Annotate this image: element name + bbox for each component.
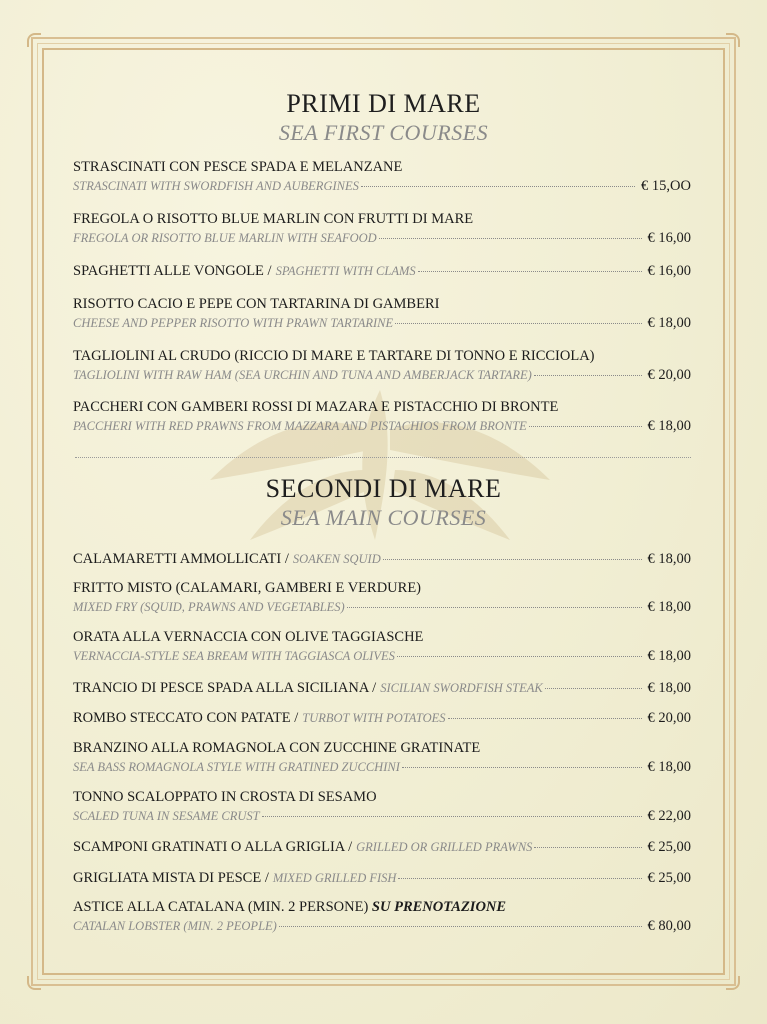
item-price: € 25,00 — [647, 839, 691, 855]
item-name-en: CATALAN LOBSTER (MIN. 2 PEOPLE) — [73, 919, 277, 933]
leader-dots — [534, 847, 641, 848]
item-name-en: PACCHERI WITH RED PRAWNS FROM MAZZARA AND PISTACHIOS FROM BRONTE — [73, 419, 527, 433]
menu-item — [73, 549, 691, 569]
leader-dots — [279, 926, 642, 927]
item-price: € 18,00 — [647, 648, 691, 664]
leader-dots — [398, 878, 641, 879]
menu-item — [73, 398, 691, 436]
reservation-note: SU PRENOTAZIONE — [371, 899, 507, 915]
item-name-it: PACCHERI CON GAMBERI ROSSI DI MAZARA E PISTACCHIO DI BRONTE — [73, 399, 559, 415]
item-price: € 18,00 — [647, 680, 691, 696]
item-name-it: BRANZINO ALLA ROMAGNOLA CON ZUCCHINE GRATINATE — [73, 740, 481, 756]
item-price: € 22,00 — [647, 808, 691, 824]
item-name-en: TAGLIOLINI WITH RAW HAM (SEA URCHIN AND TUNA AND AMBERJACK TARTARE) — [73, 368, 532, 382]
frame-corner-ornament — [27, 976, 41, 990]
item-name-it: SPAGHETTI ALLE VONGOLE / — [73, 263, 272, 279]
menu-item — [73, 837, 691, 857]
leader-dots — [545, 688, 642, 689]
item-name-en: SCALED TUNA IN SESAME CRUST — [73, 809, 260, 823]
item-name-en: SICILIAN SWORDFISH STEAK — [380, 681, 543, 695]
item-name-it: GRIGLIATA MISTA DI PESCE / — [73, 870, 269, 886]
leader-dots — [402, 767, 642, 768]
item-price: € 20,00 — [647, 367, 691, 383]
menu-item — [73, 210, 691, 248]
menu-item — [73, 868, 691, 888]
item-name-it: ROMBO STECCATO CON PATATE / — [73, 710, 299, 726]
menu-item — [73, 678, 691, 698]
item-price: € 16,00 — [647, 263, 691, 279]
section-subtitle-primi: SEA FIRST COURSES — [278, 120, 489, 145]
menu-item — [73, 739, 691, 777]
leader-dots — [262, 816, 642, 817]
item-name-it: TONNO SCALOPPATO IN CROSTA DI SESAMO — [73, 789, 377, 805]
section-divider — [75, 457, 691, 458]
frame-corner-ornament — [27, 33, 41, 47]
leader-dots — [534, 375, 642, 376]
item-name-en: MIXED FRY (SQUID, PRAWNS AND VEGETABLES) — [73, 600, 345, 614]
item-name-it: RISOTTO CACIO E PEPE CON TARTARINA DI GAMBERI — [73, 296, 440, 312]
menu-item — [73, 158, 691, 196]
item-name-en: FREGOLA OR RISOTTO BLUE MARLIN WITH SEAFOOD — [73, 231, 377, 245]
menu-item — [73, 347, 691, 385]
item-name-en: SPAGHETTI WITH CLAMS — [275, 264, 416, 278]
item-price: € 20,00 — [647, 710, 691, 726]
item-price: € 15,OO — [641, 178, 691, 194]
leader-dots — [529, 426, 642, 427]
leader-dots — [347, 607, 642, 608]
item-name-it: SCAMPONI GRATINATI O ALLA GRIGLIA / — [73, 839, 353, 855]
menu-item — [73, 628, 691, 666]
item-name-it: FRITTO MISTO (CALAMARI, GAMBERI E VERDURE) — [73, 580, 422, 596]
menu-item — [73, 788, 691, 826]
item-name-it: CALAMARETTI AMMOLLICATI / — [73, 551, 289, 567]
menu-item — [73, 708, 691, 728]
item-price: € 80,00 — [647, 918, 691, 934]
item-name-en: GRILLED OR GRILLED PRAWNS — [356, 840, 533, 854]
frame-corner-ornament — [726, 33, 740, 47]
menu-item — [73, 261, 691, 281]
leader-dots — [397, 656, 642, 657]
item-price: € 18,00 — [647, 315, 691, 331]
item-name-it: FREGOLA O RISOTTO BLUE MARLIN CON FRUTTI DI MARE — [73, 211, 474, 227]
item-name-it: STRASCINATI CON PESCE SPADA E MELANZANE — [73, 159, 403, 175]
leader-dots — [448, 718, 642, 719]
item-name-en: STRASCINATI WITH SWORDFISH AND AUBERGINES — [73, 179, 359, 193]
leader-dots — [395, 323, 641, 324]
item-price: € 18,00 — [647, 759, 691, 775]
item-name-it: TAGLIOLINI AL CRUDO (RICCIO DI MARE E TARTARE DI TONNO E RICCIOLA) — [73, 348, 595, 364]
frame-corner-ornament — [726, 976, 740, 990]
leader-dots — [418, 271, 642, 272]
item-name-en: TURBOT WITH POTATOES — [302, 711, 446, 725]
item-name-en: CHEESE AND PEPPER RISOTTO WITH PRAWN TARTARINE — [73, 316, 394, 330]
item-name-en: SEA BASS ROMAGNOLA STYLE WITH GRATINED ZUCCHINI — [73, 760, 400, 774]
leader-dots — [379, 238, 642, 239]
item-price: € 18,00 — [647, 551, 691, 567]
item-name-it: ASTICE ALLA CATALANA (MIN. 2 PERSONE) — [73, 899, 372, 915]
section-subtitle-secondi: SEA MAIN COURSES — [280, 505, 487, 530]
item-name-it: TRANCIO DI PESCE SPADA ALLA SICILIANA / — [73, 680, 377, 696]
leader-dots — [383, 559, 642, 560]
item-price: € 18,00 — [647, 418, 691, 434]
item-name-en: VERNACCIA-STYLE SEA BREAM WITH TAGGIASCA OLIVES — [73, 649, 395, 663]
item-name-en: SOAKEN SQUID — [292, 552, 381, 566]
item-name-en: MIXED GRILLED FISH — [272, 871, 397, 885]
section-title-secondi: SECONDI DI MARE — [265, 474, 502, 503]
item-price: € 25,00 — [647, 870, 691, 886]
item-price: € 18,00 — [647, 599, 691, 615]
section-title-primi: PRIMI DI MARE — [286, 89, 481, 118]
item-name-it: ORATA ALLA VERNACCIA CON OLIVE TAGGIASCHE — [73, 629, 424, 645]
menu-item — [73, 898, 691, 936]
menu-item — [73, 579, 691, 617]
leader-dots — [361, 186, 635, 187]
item-price: € 16,00 — [647, 230, 691, 246]
menu-item — [73, 295, 691, 333]
